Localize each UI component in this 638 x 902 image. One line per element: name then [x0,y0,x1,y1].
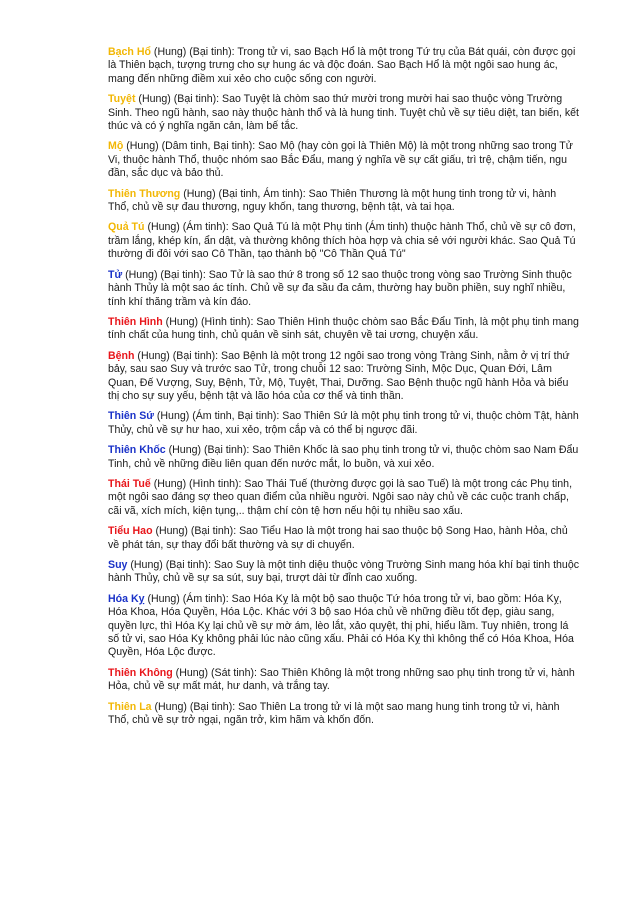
entry [108,478,580,518]
entry [108,316,580,343]
star-name: Bạch Hổ [108,46,151,58]
star-description: (Hung) (Sát tinh): Sao Thiên Không là một trong những sao phụ tinh trong tử vi, hành Hỏa, chủ về sự mất mát, hư danh, và trắng tay. [108,666,575,693]
entry [108,269,580,309]
entry [108,593,580,660]
entry [108,46,580,86]
star-name: Tiểu Hao [108,525,153,538]
entry-list [108,46,580,727]
star-description: (Hung) (Bại tinh, Ám tinh): Sao Thiên Thương là một hung tinh trong tử vi, hành Thổ, chủ về sự đau thương, nguy khốn, tang thương, bệnh tật, và tai họa. [108,187,557,214]
star-description: (Hung) (Bại tinh): Sao Tuyệt là chòm sao thứ mười trong mười hai sao thuộc vòng Trường Sinh. Theo ngũ hành, sao này thuộc hành thổ và là hung tinh. Tuyệt chủ về sự tiêu diệt, tan biến, kết thúc và có ý nghĩa ngăn cản, làm bế tắc. [108,93,579,133]
star-name: Thiên Thương [108,187,181,200]
star-name: Tuyệt [108,93,136,106]
star-name: Quả Tú [108,221,145,234]
entry [108,410,580,437]
entry [108,701,580,728]
entry [108,444,580,471]
star-name: Thái Tuế [108,477,151,490]
star-name: Mộ [108,140,124,153]
entry [108,559,580,586]
star-description: (Hung) (Ám tinh): Sao Quả Tú là một Phụ tinh (Ám tinh) thuộc hành Thổ, chủ về sự cô đơn, trầm lắng, khép kín, ẩn dật, và thường không thích hòa hợp và chia sẻ với người khác. Sao Quả Tú thường đi đôi với sao Cô Thần, tạo thành bộ "Cô Thần Quả Tú" [108,221,576,261]
entry [108,350,580,404]
star-description: (Hung) (Ám tinh, Bại tinh): Sao Thiên Sứ là một phụ tinh trong tử vi, thuộc chòm Tật, hành Thủy, chủ về sự hư hao, xui xẻo, trộm cắp và có thể bị ngược đãi. [108,410,579,436]
star-name: Hóa Kỵ [108,592,145,605]
star-description: (Hung) (Bại tinh): Sao Suy là một tinh diệu thuộc vòng Trường Sinh mang hóa khí bại tinh thuộc hành Thủy, chủ về sự sa sút, suy bại, trượt dài từ đỉnh cao xuống. [108,559,580,585]
star-name: Thiên Sứ [108,410,154,423]
entry [108,188,580,215]
star-description: (Hung) (Dâm tinh, Bại tinh): Sao Mộ (hay còn gọi là Thiên Mộ) là một trong những sao trong Tử Vi, thuộc hành Thổ, thuộc nhóm sao Bắc Đẩu, mang ý nghĩa về sự cất giấu, trì trệ, chậm tiến, ngu đần, sắc dục và bảo thủ. [108,140,573,180]
star-description: (Hung) (Hình tinh): Sao Thái Tuế (thường được gọi là sao Tuế) là một trong các Phụ tinh, một ngôi sao đáng sợ theo quan điểm của nhiều người. Ngôi sao này chủ về các cuộc tranh chấp, cãi vã, xích mích, kiện tụng,.. thậm chí còn tệ hơn nếu hội tụ nhiều sao xấu. [108,477,573,517]
star-name: Thiên Hình [108,315,163,328]
star-description: (Hung) (Bại tinh): Sao Thiên La trong tử vi là một sao mang hung tinh trong tử vi, hành Thổ, chủ về sự trở ngại, ngăn trở, kìm hãm và khốn đốn. [108,700,560,727]
star-description: (Hung) (Bại tinh): Sao Thiên Khốc là sao phụ tinh trong tử vi, thuộc chòm sao Nam Đẩu Tinh, chủ về những điều liên quan đến nước mắt, lo buồn, và xui xẻo. [108,444,579,470]
star-description: (Hung) (Bại tinh): Sao Bệnh là một trong 12 ngôi sao trong vòng Tràng Sinh, nằm ở vị trí thứ bảy, sau sao Suy và trước sao Tử, trong chuỗi 12 sao: Trường Sinh, Mộc Dục, Quan Đới, Lâm Quan, Đế Vượng, Suy, Bệnh, Tử, Mộ, Tuyệt, Thai, Dưỡng. Sao Bệnh thuộc ngũ hành Hỏa và biểu thị cho sự suy yếu, bệnh tật và lão hóa của cơ thể và tinh thần. [108,349,570,402]
entry [108,93,580,133]
entry [108,667,580,694]
entry [108,525,580,552]
star-name: Thiên Không [108,666,173,679]
star-description: (Hung) (Ám tinh): Sao Hóa Kỵ là một bộ sao thuộc Tứ hóa trong tử vi, bao gồm: Hóa Kỵ, Hóa Khoa, Hóa Quyền, Hóa Lộc. Khác với 3 bộ sao Hóa chủ về những điều tốt đẹp, giàu sang, quyền lực, thì Hóa Kỵ lại chủ về sự mờ ám, lèo lắt, xảo quyệt, thị phi, hiểu lầm. Tuy nhiên, trong lá số tử vi, sao Hóa Kỵ không phải lúc nào cũng xấu. Phải có Hóa Kỵ thì không thể có Hóa Khoa, Hóa Quyền, Hóa Lộc được. [108,592,574,659]
star-description: (Hung) (Bại tinh): Sao Tử là sao thứ 8 trong số 12 sao thuộc trong vòng sao Trường Sinh thuộc hành Thủy là một sao ác tính. Chủ về sự đa sầu đa cảm, thường hay buồn phiền, suy nghĩ nhiều, tính khí thăng trầm và kín đáo. [108,268,572,308]
star-name: Tử [108,268,123,281]
star-name: Bệnh [108,349,135,362]
star-description: (Hung) (Bại tinh): Trong tử vi, sao Bạch Hổ là một trong Tứ trụ của Bát quái, còn được gọi là Thiên bạch, tượng trưng cho sự hung ác và độc đoán. Sao Bạch Hổ là một ngôi sao hung ác, mang đến những điềm xui xẻo cho cuộc sống con người. [108,46,576,85]
star-description: (Hung) (Bại tinh): Sao Tiểu Hao là một trong hai sao thuộc bộ Song Hao, hành Hỏa, chủ về phát tán, sự thay đổi bất thường và sự di chuyển. [108,525,568,551]
entry [108,221,580,261]
entry [108,140,580,180]
star-name: Thiên La [108,700,152,713]
star-description: (Hung) (Hình tinh): Sao Thiên Hình thuộc chòm sao Bắc Đẩu Tinh, là một phụ tinh mang tính chất của hung tinh, chủ quản về sinh sát, chuyên về tai ương, chuyện xấu. [108,315,579,342]
star-name: Thiên Khốc [108,444,166,457]
star-name: Suy [108,559,128,571]
